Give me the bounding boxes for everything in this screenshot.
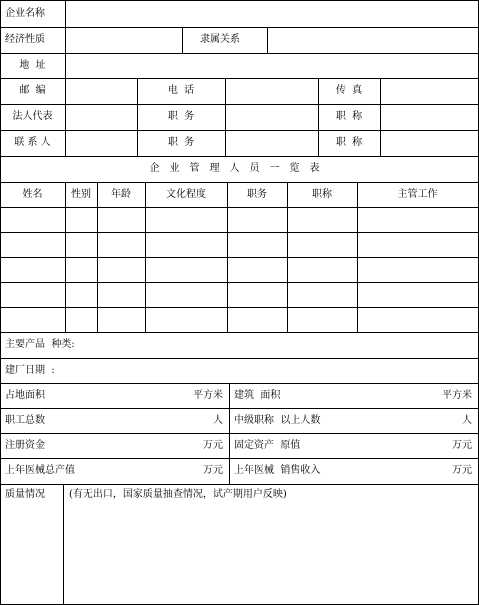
header-title: 职称	[312, 188, 332, 200]
table-cell[interactable]	[228, 283, 287, 307]
legal-title-field[interactable]	[381, 105, 477, 130]
table-cell[interactable]	[66, 258, 97, 282]
phone-field[interactable]	[226, 79, 318, 104]
table-cell[interactable]	[228, 308, 287, 332]
contact-field[interactable]	[66, 131, 137, 156]
address-field[interactable]	[66, 54, 477, 78]
postcode-label: 邮 编	[19, 85, 46, 96]
table-cell[interactable]	[358, 283, 478, 307]
table-cell[interactable]	[66, 283, 97, 307]
header-gender: 性别	[71, 188, 91, 200]
table-cell[interactable]	[228, 258, 287, 282]
header-position: 职务	[247, 188, 267, 200]
output-value-unit[interactable]: 万元	[203, 465, 223, 476]
registered-capital-label: 注册资金	[5, 439, 45, 451]
economic-nature-label: 经济性质	[5, 34, 45, 45]
table-cell[interactable]	[1, 308, 65, 332]
table-cell[interactable]	[1, 258, 65, 282]
postcode-field[interactable]	[66, 79, 137, 104]
address-label: 地 址	[19, 59, 46, 71]
output-value-label: 上年医械总产值	[5, 465, 75, 476]
table-cell[interactable]	[288, 283, 357, 307]
contact-title-field[interactable]	[381, 131, 477, 156]
land-area-label: 占地面积	[5, 389, 45, 401]
mid-title-count-label: 中级职称 以上人数	[234, 414, 321, 426]
table-cell[interactable]	[288, 258, 357, 282]
main-products-label: 主要产品 种类:	[5, 339, 75, 350]
staff-total-unit[interactable]: 人	[213, 414, 223, 426]
table-cell[interactable]	[98, 208, 145, 232]
affiliation-field[interactable]	[268, 28, 477, 53]
table-cell[interactable]	[288, 233, 357, 257]
quality-field[interactable]: (有无出口，国家质量抽查情况，试产期用户反映)	[69, 489, 287, 500]
legal-rep-field[interactable]	[66, 105, 137, 130]
building-area-unit[interactable]: 平方米	[442, 389, 472, 401]
registered-capital-unit[interactable]: 万元	[203, 439, 223, 451]
company-name-field[interactable]	[66, 1, 477, 27]
mid-title-count-unit[interactable]: 人	[462, 414, 472, 426]
fixed-assets-label: 固定资产 原值	[234, 439, 301, 451]
legal-rep-label: 法人代表	[12, 111, 53, 122]
phone-label: 电 话	[167, 85, 195, 96]
staff-total-label: 职工总数	[5, 414, 45, 426]
table-cell[interactable]	[1, 283, 65, 307]
land-area-unit[interactable]: 平方米	[193, 389, 223, 401]
sales-revenue-label: 上年医械 销售收入	[234, 465, 321, 476]
table-cell[interactable]	[146, 208, 227, 232]
legal-title-label: 职 称	[335, 111, 363, 122]
table-cell[interactable]	[146, 283, 227, 307]
table-cell[interactable]	[146, 308, 227, 332]
table-cell[interactable]	[98, 308, 145, 332]
table-cell[interactable]	[66, 308, 97, 332]
legal-post-label: 职 务	[167, 111, 195, 122]
header-education: 文化程度	[166, 188, 206, 200]
table-cell[interactable]	[98, 283, 145, 307]
header-name: 姓名	[22, 188, 43, 200]
building-area-label: 建筑 面积	[234, 389, 281, 401]
table-cell[interactable]	[98, 233, 145, 257]
table-cell[interactable]	[228, 233, 287, 257]
fax-label: 传 真	[335, 85, 363, 96]
table-cell[interactable]	[98, 258, 145, 282]
table-cell[interactable]	[66, 208, 97, 232]
contact-post-label: 职 务	[167, 137, 195, 148]
table-cell[interactable]	[358, 308, 478, 332]
table-cell[interactable]	[1, 233, 65, 257]
table-cell[interactable]	[146, 258, 227, 282]
table-cell[interactable]	[288, 308, 357, 332]
table-cell[interactable]	[1, 208, 65, 232]
economic-nature-field[interactable]	[66, 28, 182, 53]
company-name-label: 企业名称	[5, 7, 45, 19]
build-date-label: 建厂日期 :	[5, 364, 55, 376]
table-cell[interactable]	[358, 208, 478, 232]
staff-table-title: 企业管理人员一览表	[149, 163, 330, 174]
fixed-assets-unit[interactable]: 万元	[452, 439, 472, 451]
contact-post-field[interactable]	[226, 131, 318, 156]
header-age: 年龄	[111, 188, 131, 200]
affiliation-label: 隶属关系	[200, 34, 240, 45]
quality-label: 质量情况	[5, 489, 45, 500]
fax-field[interactable]	[381, 79, 477, 104]
table-cell[interactable]	[66, 233, 97, 257]
table-cell[interactable]	[228, 208, 287, 232]
header-duties: 主管工作	[397, 188, 438, 200]
table-cell[interactable]	[288, 208, 357, 232]
table-cell[interactable]	[358, 258, 478, 282]
table-cell[interactable]	[146, 233, 227, 257]
contact-label: 联 系 人	[14, 137, 51, 148]
sales-revenue-unit[interactable]: 万元	[452, 465, 472, 476]
table-cell[interactable]	[358, 233, 478, 257]
contact-title-label: 职 称	[335, 137, 363, 148]
legal-post-field[interactable]	[226, 105, 318, 130]
